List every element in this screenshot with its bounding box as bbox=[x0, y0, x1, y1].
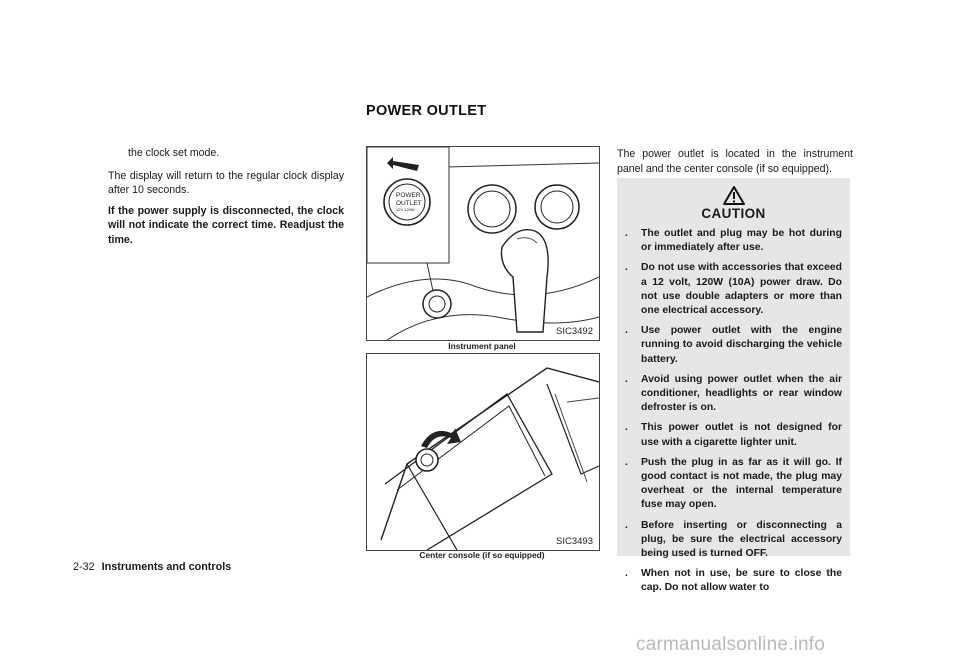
caution-item: . The outlet and plug may be hot during or immediately after use. bbox=[625, 228, 842, 254]
paragraph-power-disconnected: If the power supply is disconnected, the clock will not indicate the correct time. Readjust the time. bbox=[108, 204, 344, 246]
figure-code: SIC3493 bbox=[556, 536, 593, 547]
caution-item: . Avoid using power outlet when the air conditioner, headlights or rear window defroster is on. bbox=[625, 373, 842, 414]
page-number: 2-32 bbox=[73, 561, 95, 573]
outlet-label-line3: 12V 120W bbox=[396, 207, 415, 212]
figure-instrument-panel bbox=[366, 146, 600, 341]
caution-item: . When not in use, be sure to close the cap. Do not allow water to bbox=[625, 568, 842, 594]
caution-title: CAUTION bbox=[701, 206, 766, 222]
page-footer bbox=[73, 561, 231, 573]
outlet-label-line2: OUTLET bbox=[396, 200, 422, 207]
section-title: POWER OUTLET bbox=[366, 103, 487, 119]
caution-heading bbox=[617, 186, 850, 223]
caution-box bbox=[617, 178, 850, 594]
caution-item: . Do not use with accessories that exceed a 12 volt, 120W (10A) power draw. Do not use double adapters or more than one electrical accessory. bbox=[625, 262, 842, 317]
footer-section-name: Instruments and controls bbox=[101, 561, 232, 573]
left-text-column bbox=[108, 146, 344, 253]
warning-triangle-icon bbox=[723, 186, 745, 205]
instrument-panel-illustration bbox=[367, 147, 599, 340]
watermark-text: carmanualsonline.info bbox=[636, 634, 826, 655]
caution-list bbox=[617, 227, 850, 596]
caution-item: . This power outlet is not designed for use with a cigarette lighter unit. bbox=[625, 422, 842, 448]
figure-caption-instrument-panel: Instrument panel bbox=[448, 341, 516, 351]
paragraph-continued: the clock set mode. bbox=[128, 147, 220, 159]
caution-item: . Before inserting or disconnecting a plug, be sure the electrical accessory being used is turned OFF. bbox=[625, 519, 842, 560]
outlet-label-line1: POWER bbox=[396, 192, 421, 199]
center-console-illustration bbox=[367, 354, 599, 550]
paragraph-display-return: The display will return to the regular clock display after 10 seconds. bbox=[108, 169, 344, 196]
power-outlet-intro: The power outlet is located in the instrument panel and the center console (if so equipped). bbox=[617, 148, 853, 175]
figure-caption-center-console: Center console (if so equipped) bbox=[419, 550, 545, 560]
figure-center-console bbox=[366, 353, 600, 551]
caution-item: . Use power outlet with the engine running to avoid discharging the vehicle battery. bbox=[625, 325, 842, 365]
caution-item: . Push the plug in as far as it will go. If good contact is not made, the plug may overheat or the internal temperature fuse may open. bbox=[625, 456, 842, 511]
figure-code: SIC3492 bbox=[556, 326, 593, 337]
